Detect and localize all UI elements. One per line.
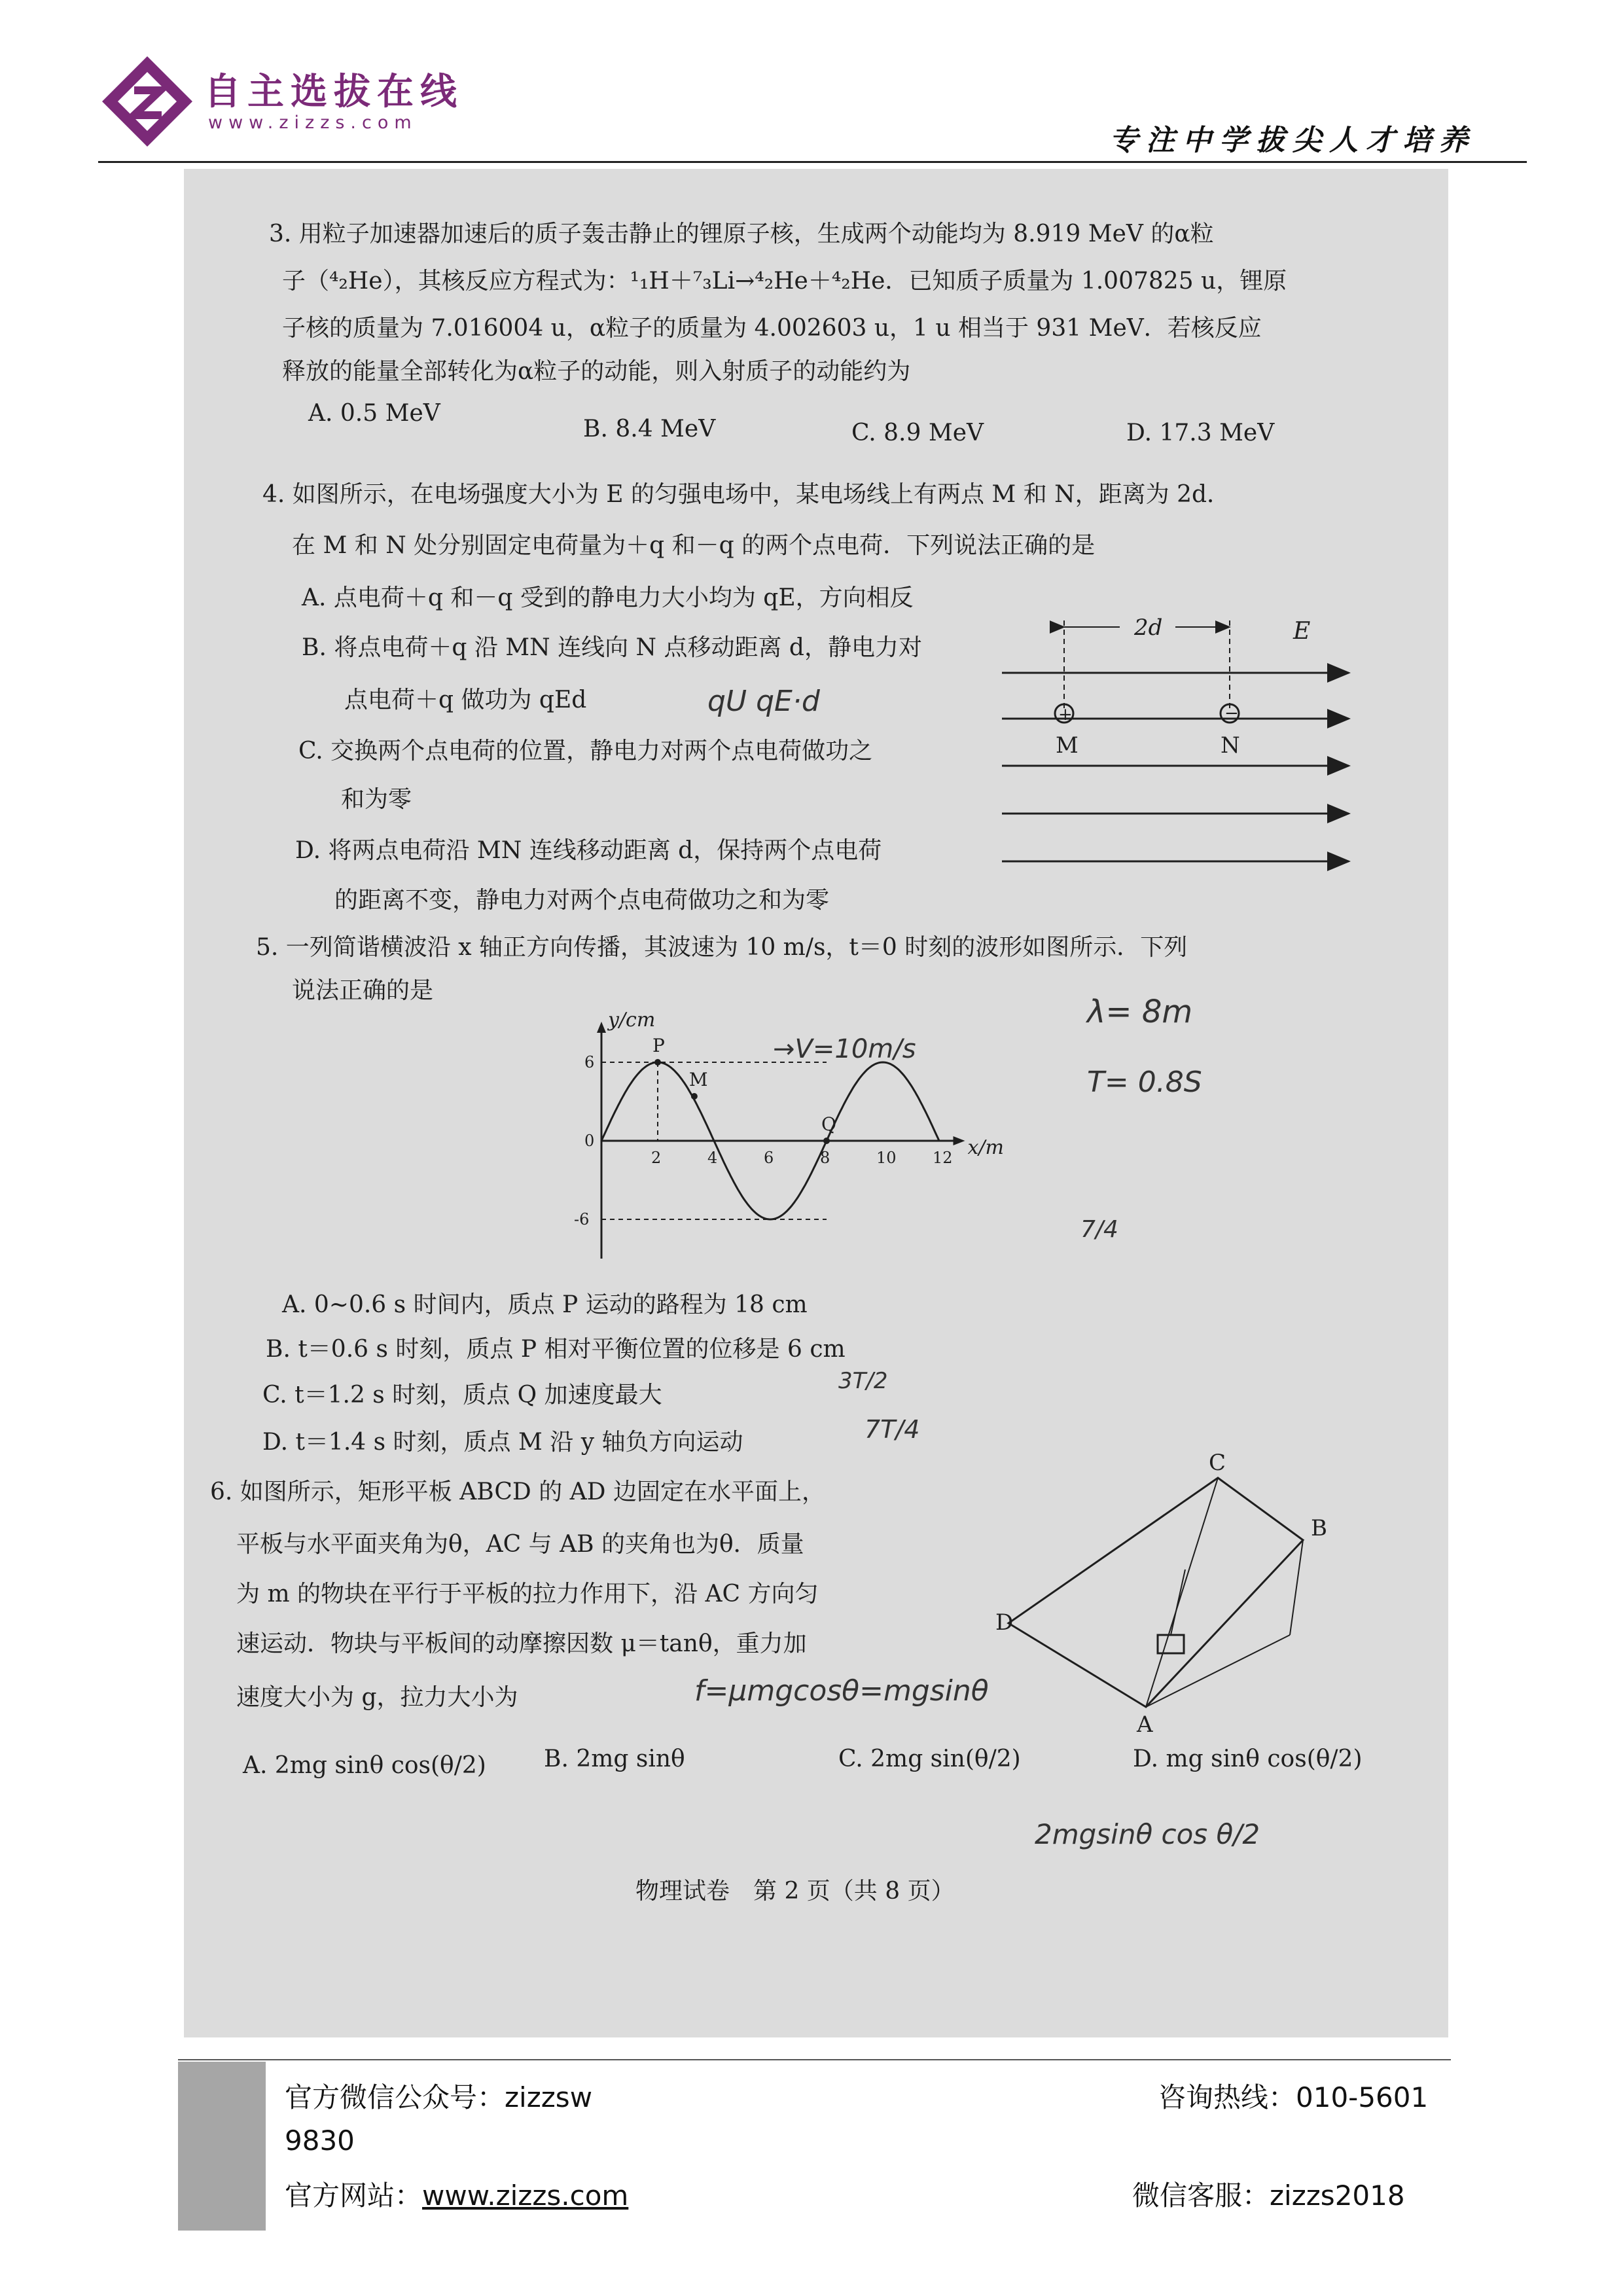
q4-option-a: A. 点电荷＋q 和－q 受到的静电力大小均为 qE，方向相反 bbox=[302, 584, 914, 611]
q4-option-d2: 的距离不变，静电力对两个点电荷做功之和为零 bbox=[334, 887, 830, 914]
q3-option-d: D. 17.3 MeV bbox=[1126, 420, 1275, 446]
q4-option-d1: D. 将两点电荷沿 MN 连线移动距离 d，保持两个点电荷 bbox=[295, 837, 882, 864]
q5-line1: 5. 一列简谐横波沿 x 轴正方向传播，其波速为 10 m/s，t＝0 时刻的波形如图所示．下列 bbox=[256, 934, 1188, 961]
q5-period-note: T= 0.8S bbox=[1087, 1066, 1202, 1099]
zizzs-logo-icon bbox=[98, 52, 196, 151]
q5-option-c: C. t＝1.2 s 时刻，质点 Q 加速度最大 bbox=[262, 1382, 662, 1408]
q5-note-3t2: 3T/2 bbox=[838, 1368, 888, 1394]
q3-line1: 3. 用粒子加速器加速后的质子轰击静止的锂原子核，生成两个动能均为 8.919 MeV 的α粒 bbox=[269, 221, 1214, 247]
header-slogan: 专注中学拔尖人才培养 bbox=[1109, 124, 1476, 157]
wave-x-tick-label: 12 bbox=[933, 1149, 953, 1167]
wave-y-arrow bbox=[597, 1022, 606, 1033]
q6-line1: 6. 如图所示，矩形平板 ABCD 的 AD 边固定在水平面上， bbox=[210, 1479, 825, 1505]
q6-option-b: B. 2mg sinθ bbox=[544, 1746, 685, 1772]
q5-wavelength-note: λ= 8m bbox=[1087, 994, 1193, 1030]
q6-line4: 速运动．物块与平板间的动摩擦因数 μ＝tanθ，重力加 bbox=[236, 1630, 807, 1657]
q6-option-c: C. 2mg sin(θ/2) bbox=[838, 1746, 1021, 1772]
wave-point-m bbox=[691, 1093, 698, 1100]
q6-line3: 为 m 的物块在平行于平板的拉力作用下，沿 AC 方向匀 bbox=[236, 1581, 819, 1607]
q6-friction-note: f=μmgcosθ=mgsinθ bbox=[694, 1674, 989, 1708]
q4-field-label: E bbox=[1293, 618, 1311, 645]
q4-point-n: N bbox=[1221, 732, 1240, 759]
q4-line1: 4. 如图所示，在电场强度大小为 E 的匀强电场中，某电场线上有两点 M 和 N，距离为 2d． bbox=[262, 481, 1231, 508]
wave-x-axis-label: x/m bbox=[967, 1136, 1004, 1159]
wave-y-axis-label: y/cm bbox=[608, 1009, 656, 1031]
q6-option-d: D. mg sinθ cos(θ/2) bbox=[1133, 1746, 1363, 1772]
wave-x-tick-label: 2 bbox=[651, 1149, 662, 1167]
q6-vertex-b: B bbox=[1311, 1515, 1327, 1541]
q5-fraction-note: 7/4 bbox=[1080, 1216, 1118, 1243]
wave-point-label-p: P bbox=[652, 1035, 665, 1056]
q3-option-c: C. 8.9 MeV bbox=[851, 420, 984, 446]
footer-website bbox=[285, 2174, 628, 2214]
q6-answer-note: 2mgsinθ cos θ/2 bbox=[1035, 1818, 1260, 1850]
wave-x-arrow bbox=[954, 1136, 965, 1145]
wave-y-tick-label: 0 bbox=[584, 1132, 595, 1150]
q5-line2: 说法正确的是 bbox=[292, 977, 434, 1004]
wave-x-tick-label: 10 bbox=[876, 1149, 897, 1167]
brand-name: 自主选拔在线 bbox=[204, 71, 463, 113]
q5-note-7t4: 7T/4 bbox=[865, 1415, 920, 1444]
q4-option-c2: 和为零 bbox=[341, 786, 412, 813]
q4-handwriting: qU qE·d bbox=[707, 685, 820, 718]
q3-option-b: B. 8.4 MeV bbox=[583, 416, 716, 442]
svg-text:+: + bbox=[1058, 705, 1073, 725]
wave-point-label-m: M bbox=[688, 1069, 708, 1090]
footer-service: 微信客服：zizzs2018 bbox=[1132, 2179, 1405, 2212]
footer-side-bar bbox=[178, 2062, 266, 2231]
brand-url: www.zizzs.com bbox=[208, 113, 418, 133]
q6-vertex-d: D bbox=[995, 1609, 1014, 1636]
q4-option-c1: C. 交换两个点电荷的位置，静电力对两个点电荷做功之 bbox=[298, 738, 873, 764]
wave-y-tick-label: 6 bbox=[584, 1053, 595, 1071]
q5-option-b: B. t＝0.6 s 时刻，质点 P 相对平衡位置的位移是 6 cm bbox=[266, 1336, 846, 1363]
page-number: 物理试卷 第 2 页（共 8 页） bbox=[635, 1878, 955, 1905]
q4-line2: 在 M 和 N 处分别固定电荷量为＋q 和－q 的两个点电荷．下列说法正确的是 bbox=[292, 532, 1096, 559]
wave-point-label-q: Q bbox=[821, 1113, 836, 1135]
q4-point-m: M bbox=[1056, 732, 1079, 759]
footer-wechat-cont: 9830 bbox=[285, 2125, 355, 2157]
q6-line5: 速度大小为 g，拉力大小为 bbox=[236, 1684, 518, 1711]
q4-distance-label: 2d bbox=[1134, 615, 1163, 641]
exam-photo bbox=[184, 169, 1448, 2037]
svg-text:−: − bbox=[1224, 704, 1239, 723]
q6-line2: 平板与水平面夹角为θ，AC 与 AB 的夹角也为θ．质量 bbox=[236, 1531, 804, 1558]
wave-y-tick-label: -6 bbox=[574, 1210, 590, 1229]
footer-wechat: 官方微信公众号：zizzsw bbox=[285, 2081, 593, 2113]
q3-line3: 子核的质量为 7.016004 u，α粒子的质量为 4.002603 u，1 u 相当于 931 MeV．若核反应 bbox=[282, 315, 1262, 342]
q5-wave-chart bbox=[570, 1009, 1004, 1249]
q6-vertex-a: A bbox=[1137, 1712, 1153, 1738]
wave-x-tick-label: 8 bbox=[820, 1149, 830, 1167]
q4-field-diagram bbox=[995, 601, 1362, 876]
q6-option-a: A. 2mg sinθ cos(θ/2) bbox=[243, 1752, 486, 1779]
wave-x-tick-label: 6 bbox=[764, 1149, 774, 1167]
q4-option-b1: B. 将点电荷＋q 沿 MN 连线向 N 点移动距离 d，静电力对 bbox=[302, 634, 922, 661]
footer-divider bbox=[178, 2059, 1451, 2060]
q5-option-d: D. t＝1.4 s 时刻，质点 M 沿 y 轴负方向运动 bbox=[262, 1429, 743, 1456]
q5-option-a: A. 0~0.6 s 时间内，质点 P 运动的路程为 18 cm bbox=[282, 1291, 808, 1318]
q4-option-b2: 点电荷＋q 做功为 qEd bbox=[344, 687, 587, 713]
footer-hotline: 咨询热线：010-5601 bbox=[1158, 2081, 1429, 2113]
q5-velocity-note: →V=10m/s bbox=[773, 1034, 916, 1064]
q6-vertex-c: C bbox=[1209, 1450, 1226, 1476]
wave-point-q bbox=[823, 1138, 830, 1144]
wave-x-tick-label: 4 bbox=[707, 1149, 718, 1167]
q3-line4: 释放的能量全部转化为α粒子的动能，则入射质子的动能约为 bbox=[282, 358, 911, 385]
footer-website-label: 官方网站： bbox=[285, 2179, 423, 2212]
q3-option-a: A. 0.5 MeV bbox=[308, 400, 440, 427]
header-divider bbox=[98, 161, 1527, 163]
q3-line2: 子（⁴₂He），其核反应方程式为：¹₁H＋⁷₃Li→⁴₂He＋⁴₂He．已知质子质量为 1.007825 u，锂原 bbox=[282, 268, 1287, 295]
footer-website-link[interactable]: www.zizzs.com bbox=[422, 2179, 629, 2212]
q6-plate-diagram bbox=[995, 1439, 1362, 1740]
